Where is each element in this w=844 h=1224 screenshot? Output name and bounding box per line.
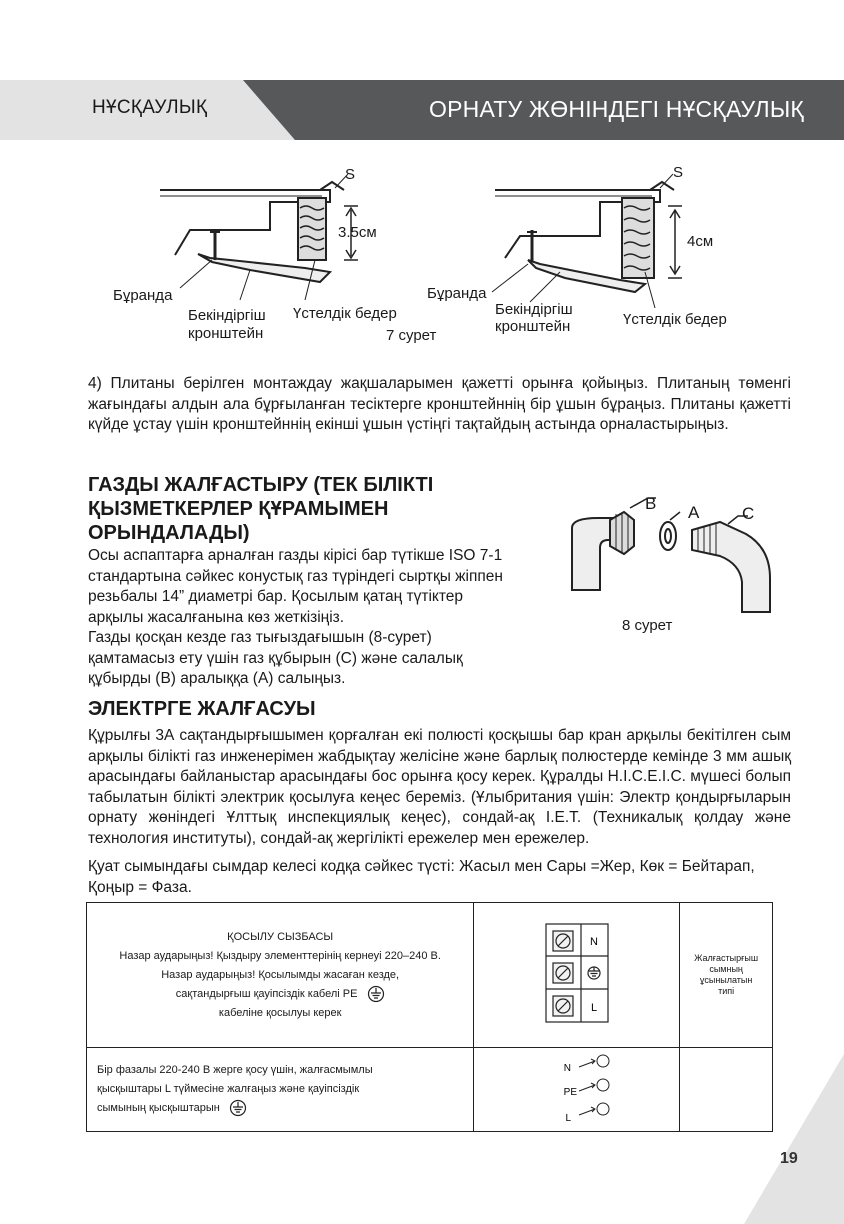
gas-heading-line-1: ГАЗДЫ ЖАЛҒАСТЫРУ (ТЕК БІЛІКТІ	[88, 474, 434, 496]
warning-text: сақтандырғыш қауіпсіздік кабелі PE	[175, 987, 358, 1000]
earth-icon	[229, 1099, 247, 1117]
wire-pe-label: PE	[563, 1087, 577, 1098]
wiring-title: ҚОСЫЛУ СЫЗБАСЫ	[227, 930, 334, 943]
edge-label-right: Үстелдік бедер	[623, 311, 727, 328]
electric-heading: ЭЛЕКТРГЕ ЖАЛҒАСУЫ	[88, 698, 316, 720]
single-phase-cell	[87, 1048, 474, 1132]
step-4-paragraph: 4) Плитаны берілген монтаждау жақшаларымен қажетті орынға қойыңыз. Плитаның төменгі жағындағы алдын ала бұрғыланған тесіктерге кронштейннің бір ұшын бұраңыз. Плитаны қажетті күйде ұстау үшін кронштейннің екінші ұшын үстіңгі тақтайдың астында орналастырыңыз.	[88, 375, 791, 433]
gas-body	[88, 546, 533, 690]
cable-type-cell	[680, 903, 773, 1048]
terminal-n: N	[589, 935, 598, 948]
gas-heading-line-2: ҚЫЗМЕТКЕРЛЕР ҚҰРАМЫМЕН	[88, 498, 389, 520]
header-right-title: ОРНАТУ ЖӨНІНДЕГІ НҰСҚАУЛЫҚ	[429, 96, 804, 122]
wire-colors-line-1: Қуат сымындағы сымдар келесі кодқа сәйкес түсті: Жасыл мен Сары =Жер, Көк = Бейтарап,	[88, 858, 755, 875]
wire-diagram-cell	[474, 1048, 680, 1132]
terminal-block-cell	[474, 903, 680, 1048]
page-number: 19	[780, 1150, 798, 1167]
earth-icon	[367, 985, 385, 1003]
bracket-label-right-2: кронштейн	[495, 318, 571, 335]
terminal-l: L	[590, 1001, 597, 1014]
wiring-table	[86, 902, 773, 1132]
cable-type-line: Жалғастырғыш	[694, 953, 759, 963]
dimension-left: 3.5см	[338, 224, 377, 241]
wire-l-label: L	[565, 1113, 571, 1124]
gas-line: құбырды (В) аралыққа (А) салыңыз.	[88, 670, 346, 687]
label-b: B	[645, 494, 657, 513]
table-row	[87, 1048, 773, 1132]
single-phase-line: қысқыштары L түймесіне жалғаңыз және қауіпсіздік	[97, 1083, 360, 1095]
bracket-label-right-1: Бекіндіргіш	[495, 301, 573, 318]
wire-n-label: N	[563, 1063, 571, 1074]
figure-8	[560, 490, 790, 640]
gas-line: Газды қосқан кезде газ тығыздағышын (8-сурет)	[88, 629, 432, 646]
single-phase-text: сымының қысқыштарын	[97, 1102, 220, 1114]
gas-line: Осы аспаптарға арналған газды кірісі бар түтікше ISO 7-1	[88, 547, 503, 564]
gas-line: қамтамасыз ету үшін газ құбырын (С) және салалық	[88, 649, 463, 667]
figure-7-caption: 7 сурет	[386, 327, 437, 344]
table-row	[87, 903, 773, 1048]
electric-body: Құрылғы 3А сақтандырғышымен қорғалған екі полюсті қосқышы бар кран арқылы бекітілген сым арқылы білікті газ инженерімен жабдықтау желісіне және барлық полюстерде кемінде 3 мм ашық арасындағы байланыстар арасындағы бос орынға қосу керек. Құралды H.I.C.E.I.C. мүшесі болып табылатын білікті электрик қосылуға кеңес береміз. (Ұлыбритания үшін: Электр қондырғыларын орнату жөніндегі Ұлттық инспекциялық кеңес), сондай-ақ I.E.T. (Техникалық қолдау және технология институты), сондай-ақ жергілікті ережелер мен ережелер.	[88, 727, 791, 847]
gas-fitting-drawing	[560, 490, 790, 640]
gas-line: стандартына сәйкес конустық газ түріндегі сыртқы жіппен	[88, 567, 503, 585]
wiring-info-cell	[87, 903, 474, 1048]
cable-type-line: типі	[718, 986, 735, 996]
label-a: A	[688, 503, 700, 522]
empty-cell	[680, 1048, 773, 1132]
figure-8-caption: 8 сурет	[622, 617, 673, 634]
label-c: C	[742, 504, 755, 523]
s-label-left: S	[345, 166, 356, 183]
single-phase-line: Бір фазалы 220-240 В жерге қосу үшін, жалғасмымлы	[97, 1064, 373, 1076]
bracket-label-left-2: кронштейн	[188, 325, 264, 342]
wire-colors-line-2: Қоңыр = Фаза.	[88, 879, 192, 896]
wire-diagram	[537, 1049, 617, 1125]
figure-7	[100, 160, 800, 350]
terminal-block	[545, 923, 609, 1023]
gas-heading-line-3: ОРЫНДАЛАДЫ)	[88, 522, 250, 544]
gas-line: арқылы жасалғанына көз жеткізіңіз.	[88, 608, 345, 626]
screw-label-right: Бұранда	[427, 285, 487, 302]
edge-label-left: Үстелдік бедер	[293, 305, 397, 322]
warning-line: Назар аударыңыз! Қосылымды жасаған кезде,	[161, 968, 400, 981]
s-label-right: S	[673, 164, 684, 181]
gas-line: резьбалы 14” диаметрі бар. Қосылым қатаң түтіктер	[88, 588, 464, 605]
dimension-right: 4см	[687, 233, 714, 250]
cable-type-line: ұсынылатын	[699, 975, 753, 985]
warning-line: Назар аударыңыз! Қыздыру элементтерінің кернеуі 220–240 В.	[119, 949, 441, 962]
single-phase-line	[97, 1099, 473, 1118]
cable-type-line: сымның	[709, 964, 743, 974]
warning-line	[87, 985, 473, 1004]
screw-label-left: Бұранда	[113, 287, 173, 304]
header-left-title: НҰСҚАУЛЫҚ	[92, 97, 208, 118]
bracket-label-left-1: Бекіндіргіш	[188, 307, 266, 324]
warning-line: кабеліне қосылуы керек	[218, 1006, 342, 1019]
